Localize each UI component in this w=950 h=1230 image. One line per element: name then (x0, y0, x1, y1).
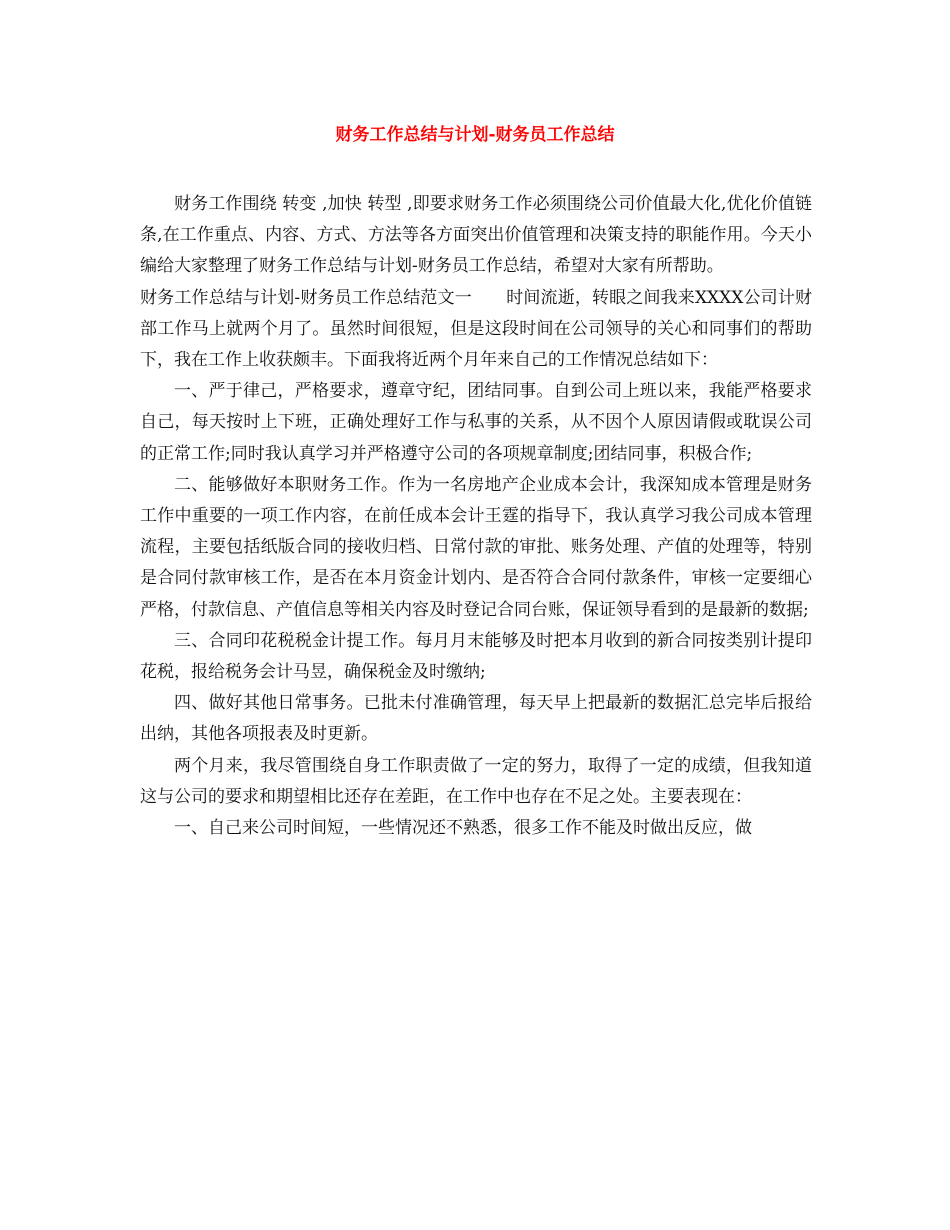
document-body (140, 189, 812, 844)
paragraph-point-four: 四、做好其他日常事务。已批未付准确管理，每天早上把最新的数据汇总完毕后报给出纳，其他各项报表及时更新。 (140, 693, 812, 745)
paragraph-shortcoming-one: 一、自己来公司时间短，一些情况还不熟悉，很多工作不能及时做出反应，做 (174, 818, 752, 839)
paragraph-point-two: 二、能够做好本职财务工作。作为一名房地产企业成本会计，我深知成本管理是财务工作中重要的一项工作内容，在前任成本会计王霆的指导下，我认真学习我公司成本管理流程，主要包括纸版合同的接收归档、日常付款的审批、账务处理、产值的处理等，特别是合同付款审核工作，是否在本月资金计划内、是否符合合同付款条件，审核一定要细心严格，付款信息、产值信息等相关内容及时登记合同台账，保证领导看到的是最新的数据; (140, 474, 812, 620)
paragraph-point-three: 三、合同印花税税金计提工作。每月月末能够及时把本月收到的新合同按类别计提印花税，报给税务会计马昱，确保税金及时缴纳; (140, 630, 812, 683)
paragraph-point-one: 一、严于律己，严格要求，遵章守纪，团结同事。自到公司上班以来，我能严格要求自己，每天按时上下班，正确处理好工作与私事的关系，从不因个人原因请假或耽误公司的正常工作;同时我认真学习并严格遵守公司的各项规章制度;团结同事，积极合作; (140, 381, 812, 464)
paragraph-intro: 财务工作围绕 转变 ,加快 转型 ,即要求财务工作必须围绕公司价值最大化,优化价值链条,在工作重点、内容、方式、方法等各方面突出价值管理和决策支持的职能作用。今天小编给大家整理了财务工作总结与计划-财务员工作总结，希望对大家有所帮助。 (140, 194, 812, 277)
document-title: 财务工作总结与计划-财务员工作总结 (335, 125, 615, 145)
paragraph-summary: 两个月来，我尽管围绕自身工作职责做了一定的努力，取得了一定的成绩，但我知道这与公司的要求和期望相比还存在差距，在工作中也存在不足之处。主要表现在： (140, 755, 812, 807)
paragraph-sample-heading: 财务工作总结与计划-财务员工作总结范文一 时间流逝，转眼之间我来XXXX公司计财部工作马上就两个月了。虽然时间很短，但是这段时间在公司领导的关心和同事们的帮助下，我在工作上收获颇丰。下面我将近两个月年来自己的工作情况总结如下： (140, 287, 812, 371)
